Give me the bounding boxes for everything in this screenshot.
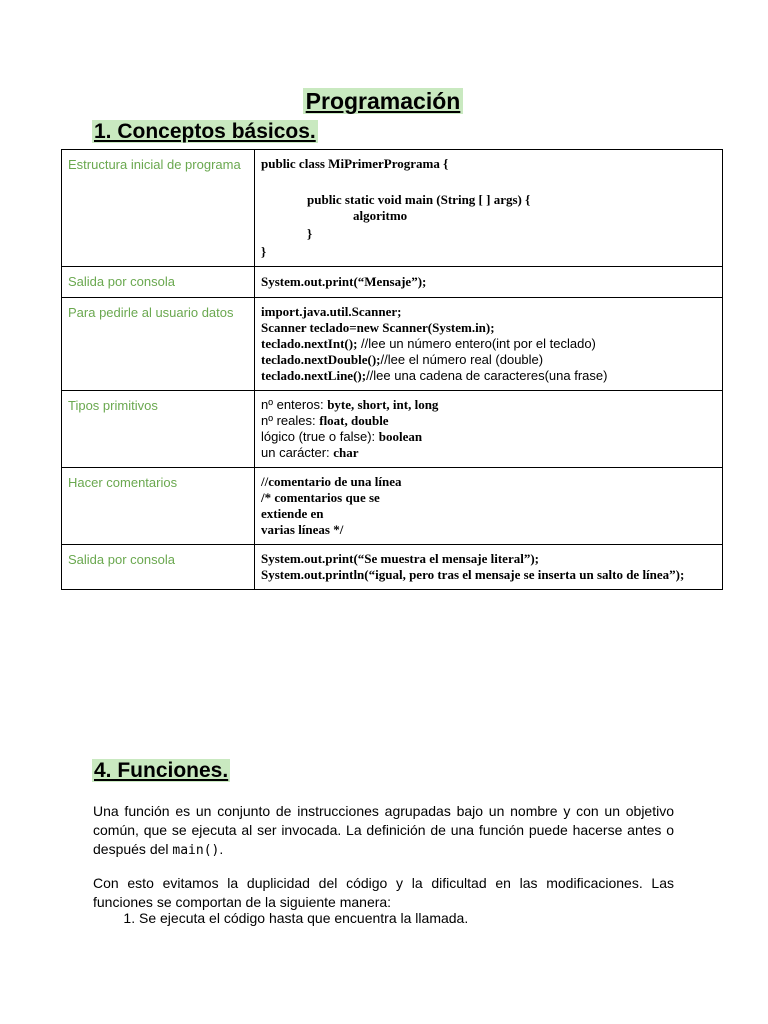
- code-line: System.out.print(“Mensaje”);: [261, 274, 427, 289]
- code-line: }: [261, 244, 267, 259]
- row-value: [255, 150, 723, 267]
- concepts-table: [61, 149, 723, 590]
- code-line: }: [307, 226, 313, 241]
- code-line: import.java.util.Scanner;: [261, 304, 402, 319]
- paragraph-text: Una función es un conjunto de instrucciones agrupadas bajo un nombre y con un objetivo común, que se ejecuta al ser invocada. La definición de una función puede hacerse antes o después del: [93, 803, 674, 857]
- table-row: [62, 150, 723, 267]
- paragraph-behaviour: Con esto evitamos la duplicidad del código y la dificultad en las modificaciones. Las funciones se comportan de la siguiente manera:: [93, 875, 674, 910]
- code-line: algoritmo: [353, 208, 408, 223]
- code-line: Scanner teclado=new Scanner(System.in);: [261, 320, 495, 335]
- type-keywords: float, double: [319, 413, 389, 428]
- type-keywords: boolean: [378, 429, 423, 444]
- row-label: Tipos primitivos: [62, 391, 255, 468]
- list-item: 1. Se ejecuta el código hasta que encuentra la llamada.: [139, 909, 468, 928]
- code-line: teclado.nextDouble();: [261, 352, 381, 367]
- type-label: nº enteros:: [261, 397, 328, 412]
- paragraph-definition: [93, 802, 674, 860]
- document-title: [0, 86, 766, 116]
- table-row: [62, 267, 723, 298]
- code-comment: //lee el número real (double): [380, 352, 544, 367]
- code-comment: //lee una cadena de caracteres(una frase): [366, 368, 608, 383]
- row-value: [255, 545, 723, 590]
- steps-list: [93, 909, 468, 928]
- section-heading-conceptos: [92, 118, 318, 146]
- section-heading-conceptos-text: 1. Conceptos básicos.: [94, 120, 316, 143]
- section-heading-funciones-text: 4. Funciones.: [94, 759, 229, 782]
- type-keywords: byte, short, int, long: [327, 397, 439, 412]
- row-label: Para pedirle al usuario datos: [62, 298, 255, 391]
- type-keywords: char: [333, 445, 359, 460]
- row-value: [255, 391, 723, 468]
- code-line: System.out.print(“Se muestra el mensaje literal”);: [261, 551, 539, 566]
- code-line: teclado.nextLine();: [261, 368, 367, 383]
- inline-code-main: main(): [172, 843, 220, 858]
- table-row: [62, 545, 723, 590]
- paragraph-end: .: [219, 841, 224, 857]
- code-line: public class MiPrimerPrograma {: [261, 156, 449, 171]
- code-line: public static void main (String [ ] args) {: [307, 192, 531, 207]
- code-line: varias líneas */: [261, 522, 344, 537]
- type-label: un carácter:: [261, 445, 334, 460]
- type-label: nº reales:: [261, 413, 320, 428]
- code-line: teclado.nextInt();: [261, 336, 358, 351]
- row-label: Hacer comentarios: [62, 468, 255, 545]
- row-label: Salida por consola: [62, 267, 255, 298]
- row-label: Estructura inicial de programa: [62, 150, 255, 267]
- table-row: [62, 298, 723, 391]
- row-label: Salida por consola: [62, 545, 255, 590]
- table-row: [62, 391, 723, 468]
- table-row: [62, 468, 723, 545]
- code-line: extiende en: [261, 506, 324, 521]
- row-value: [255, 298, 723, 391]
- code-line: System.out.println(“igual, pero tras el mensaje se inserta un salto de línea”);: [261, 567, 685, 582]
- type-label: lógico (true o false):: [261, 429, 379, 444]
- section-heading-funciones: [92, 757, 230, 785]
- code-line: /* comentarios que se: [261, 490, 380, 505]
- code-comment: //lee un número entero(int por el teclado): [357, 336, 596, 351]
- row-value: [255, 267, 723, 298]
- row-value: [255, 468, 723, 545]
- document-title-text: Programación: [303, 88, 464, 114]
- code-line: //comentario de una línea: [261, 474, 402, 489]
